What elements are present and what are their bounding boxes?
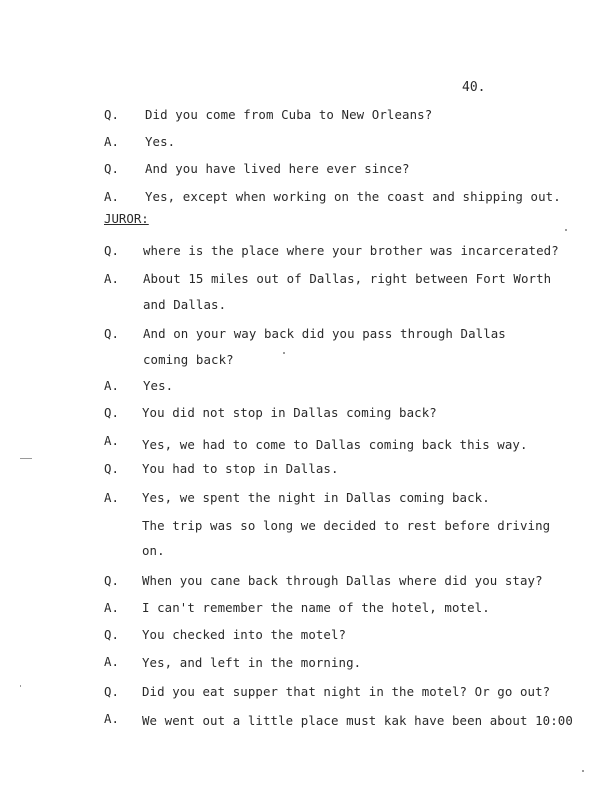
speaker-label: Q. xyxy=(104,461,119,476)
transcript-line: The trip was so long we decided to rest before driving xyxy=(142,518,551,533)
scan-mark xyxy=(565,229,567,231)
transcript-line: where is the place where your brother was incarcerated? xyxy=(143,243,559,258)
speaker-label: A. xyxy=(104,134,119,149)
speaker-label: A. xyxy=(104,271,119,286)
transcript-line: on. xyxy=(142,543,165,558)
speaker-label: A. xyxy=(104,600,119,615)
scan-mark xyxy=(582,770,584,772)
speaker-label: Q. xyxy=(104,326,119,341)
transcript-line: Yes. xyxy=(143,378,174,393)
transcript-line: Yes. xyxy=(145,134,176,149)
transcript-line: Yes, we had to come to Dallas coming back this way. xyxy=(142,437,528,452)
transcript-line: and Dallas. xyxy=(143,297,227,312)
scan-mark xyxy=(20,685,21,687)
transcript-line: I can't remember the name of the hotel, motel. xyxy=(142,600,490,615)
transcript-line: Did you come from Cuba to New Orleans? xyxy=(145,107,433,122)
speaker-label: A. xyxy=(104,654,119,669)
transcript-line: You checked into the motel? xyxy=(142,627,347,642)
speaker-label: Q. xyxy=(104,627,119,642)
transcript-line: coming back? xyxy=(143,352,234,367)
speaker-label: Q. xyxy=(104,107,119,122)
transcript-line: Yes, except when working on the coast and shipping out. xyxy=(145,189,561,204)
speaker-label: Q. xyxy=(104,684,119,699)
transcript-line: And you have lived here ever since? xyxy=(145,161,410,176)
transcript-line: You had to stop in Dallas. xyxy=(142,461,339,476)
page-number: 40. xyxy=(462,80,486,95)
transcript-line: And on your way back did you pass through Dallas xyxy=(143,326,506,341)
transcript-line: We went out a little place must kak have been about 10:00 xyxy=(142,713,573,728)
speaker-label: Q. xyxy=(104,405,119,420)
transcript-line: You did not stop in Dallas coming back? xyxy=(142,405,437,420)
scan-mark xyxy=(283,352,285,354)
speaker-label: Q. xyxy=(104,243,119,258)
scan-mark xyxy=(20,458,32,459)
transcript-line: Yes, we spent the night in Dallas coming back. xyxy=(142,490,490,505)
speaker-label: A. xyxy=(104,711,119,726)
juror-label: JUROR: xyxy=(104,211,149,226)
speaker-label: A. xyxy=(104,189,119,204)
transcript-line: About 15 miles out of Dallas, right between Fort Worth xyxy=(143,271,552,286)
transcript-line: When you cane back through Dallas where did you stay? xyxy=(142,573,543,588)
transcript-line: Yes, and left in the morning. xyxy=(142,655,362,670)
speaker-label: A. xyxy=(104,378,119,393)
speaker-label: Q. xyxy=(104,573,119,588)
speaker-label: A. xyxy=(104,433,119,448)
speaker-label: A. xyxy=(104,490,119,505)
speaker-label: Q. xyxy=(104,161,119,176)
transcript-line: Did you eat supper that night in the motel? Or go out? xyxy=(142,684,551,699)
